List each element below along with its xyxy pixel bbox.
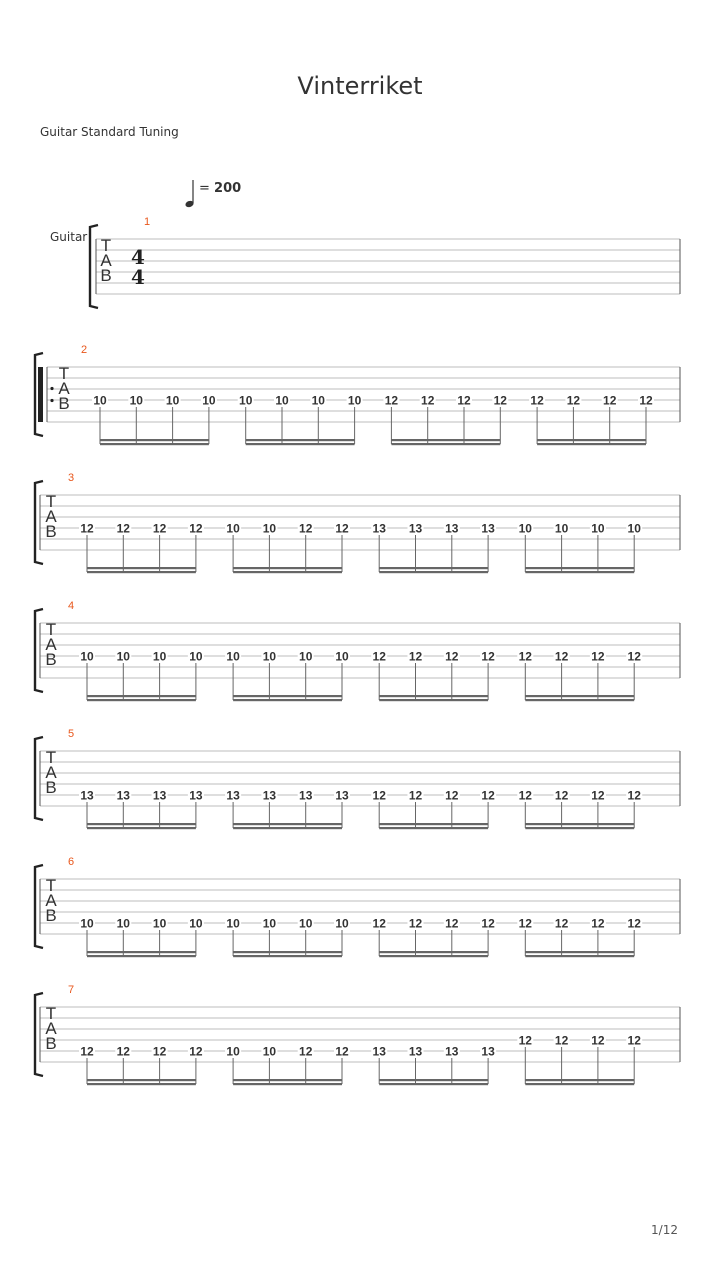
measure-number: 4 [67, 600, 75, 612]
fret-number: 12 [408, 788, 423, 803]
fret-number: 12 [299, 521, 313, 536]
tab-letter-b: B [100, 266, 112, 285]
fret-number: 12 [591, 1033, 605, 1048]
tab-letter-t: T [45, 876, 57, 895]
beam [525, 955, 634, 957]
fret-number: 12 [408, 649, 423, 664]
beam [87, 823, 196, 825]
fret-number: 12 [639, 393, 653, 408]
fret-number: 12 [530, 393, 544, 408]
fret-number: 12 [566, 393, 581, 408]
fret-number: 10 [518, 521, 532, 536]
fret-number: 10 [80, 649, 94, 664]
beam [379, 1079, 488, 1081]
beam [233, 951, 342, 953]
beam [525, 695, 634, 697]
fret-number: 10 [116, 916, 130, 931]
fret-number: 10 [299, 649, 313, 664]
measure-number: 5 [67, 728, 75, 740]
beam [233, 955, 342, 957]
fret-number: 13 [152, 788, 167, 803]
fret-number: 12 [116, 1044, 130, 1059]
beam [525, 1083, 634, 1085]
fret-number: 10 [262, 649, 277, 664]
fret-number: 12 [457, 393, 471, 408]
fret-number: 12 [518, 916, 532, 931]
fret-number: 12 [481, 649, 495, 664]
fret-number: 10 [335, 916, 349, 931]
tab-letter-a: A [100, 251, 112, 270]
fret-number: 10 [275, 393, 289, 408]
measure-number: 6 [67, 856, 75, 868]
fret-number: 13 [262, 788, 277, 803]
tempo-bpm: 200 [214, 181, 242, 196]
fret-number: 10 [116, 649, 130, 664]
fret-number: 10 [189, 649, 203, 664]
fret-number: 12 [554, 788, 569, 803]
fret-number: 10 [311, 393, 325, 408]
tab-letter-t: T [45, 620, 57, 639]
beam [379, 951, 488, 953]
fret-number: 10 [262, 916, 277, 931]
fret-number: 12 [116, 521, 130, 536]
tab-letter-a: A [58, 379, 70, 398]
tab-letter-b: B [45, 778, 57, 797]
fret-number: 13 [408, 1044, 423, 1059]
fret-number: 12 [591, 788, 605, 803]
fret-number: 10 [152, 649, 167, 664]
beam [379, 571, 488, 573]
beam [379, 695, 488, 697]
beam [87, 567, 196, 569]
tab-letter-t: T [100, 236, 112, 255]
beam [537, 439, 646, 441]
beam [87, 699, 196, 701]
fret-number: 13 [445, 1044, 459, 1059]
tab-letter-a: A [45, 1019, 57, 1038]
tab-letter-t: T [45, 748, 57, 767]
beam [233, 1079, 342, 1081]
staff-bracket [35, 865, 43, 948]
beam [233, 823, 342, 825]
beam [87, 827, 196, 829]
fret-number: 13 [481, 521, 495, 536]
tuning-label: Guitar Standard Tuning [40, 125, 179, 139]
tab-letter-b: B [45, 1034, 57, 1053]
fret-number: 13 [335, 788, 349, 803]
beam [525, 699, 634, 701]
beam [87, 1079, 196, 1081]
tab-letter-a: A [45, 891, 57, 910]
tab-letter-t: T [45, 492, 57, 511]
beam [525, 827, 634, 829]
fret-number: 12 [603, 393, 617, 408]
beam [379, 567, 488, 569]
fret-number: 12 [408, 916, 423, 931]
measure-number: 2 [80, 344, 88, 356]
staff-bracket [90, 225, 98, 308]
fret-number: 10 [93, 393, 107, 408]
repeat-dot [50, 387, 53, 390]
tab-letter-a: A [45, 507, 57, 526]
fret-number: 10 [202, 393, 216, 408]
beam [233, 567, 342, 569]
beam [379, 827, 488, 829]
fret-number: 10 [262, 521, 277, 536]
fret-number: 10 [189, 916, 203, 931]
fret-number: 10 [347, 393, 362, 408]
fret-number: 12 [481, 788, 495, 803]
tab-letter-a: A [45, 635, 57, 654]
tab-letter-b: B [45, 650, 57, 669]
measure-number: 3 [67, 472, 75, 484]
beam [233, 699, 342, 701]
page-number: 1/12 [651, 1223, 678, 1237]
fret-number: 12 [627, 788, 641, 803]
fret-number: 12 [152, 521, 167, 536]
beam [391, 439, 500, 441]
fret-number: 12 [335, 521, 349, 536]
fret-number: 13 [408, 521, 423, 536]
beam [379, 823, 488, 825]
fret-number: 10 [226, 916, 240, 931]
fret-number: 12 [421, 393, 435, 408]
staff-bracket [35, 609, 43, 692]
fret-number: 12 [372, 649, 386, 664]
staff-bracket [35, 993, 43, 1076]
fret-number: 13 [372, 1044, 386, 1059]
song-title: Vinterriket [297, 72, 423, 100]
fret-number: 10 [129, 393, 143, 408]
beam [87, 951, 196, 953]
measure-number: 1 [143, 216, 151, 228]
fret-number: 12 [591, 916, 605, 931]
beam [87, 955, 196, 957]
fret-number: 10 [152, 916, 167, 931]
fret-number: 10 [591, 521, 605, 536]
repeat-thick-bar [38, 367, 43, 422]
fret-number: 10 [226, 649, 240, 664]
repeat-dot [50, 399, 53, 402]
beam [379, 699, 488, 701]
beam [233, 827, 342, 829]
fret-number: 12 [554, 1033, 569, 1048]
fret-number: 13 [445, 521, 459, 536]
tempo-equals: = [199, 181, 210, 196]
fret-number: 12 [445, 916, 459, 931]
fret-number: 13 [80, 788, 94, 803]
tab-letter-b: B [45, 522, 57, 541]
tab-letter-t: T [45, 1004, 57, 1023]
beam [233, 695, 342, 697]
fret-number: 13 [116, 788, 130, 803]
fret-number: 13 [226, 788, 240, 803]
beam [246, 443, 355, 445]
fret-number: 10 [80, 916, 94, 931]
fret-number: 12 [493, 393, 507, 408]
beam [87, 1083, 196, 1085]
fret-number: 10 [226, 521, 240, 536]
fret-number: 12 [445, 788, 459, 803]
beam [391, 443, 500, 445]
fret-number: 12 [627, 1033, 641, 1048]
tab-letter-b: B [58, 394, 70, 413]
fret-number: 10 [239, 393, 253, 408]
fret-number: 12 [518, 649, 532, 664]
beam [100, 439, 209, 441]
fret-number: 12 [445, 649, 459, 664]
beam [87, 571, 196, 573]
measure-number: 7 [67, 984, 75, 996]
fret-number: 12 [591, 649, 605, 664]
time-signature-bottom: 4 [131, 265, 145, 289]
fret-number: 10 [335, 649, 349, 664]
fret-number: 12 [335, 1044, 349, 1059]
fret-number: 12 [518, 788, 532, 803]
staff-bracket [35, 481, 43, 564]
fret-number: 10 [554, 521, 569, 536]
beam [525, 571, 634, 573]
beam [233, 1083, 342, 1085]
fret-number: 13 [189, 788, 203, 803]
fret-number: 12 [627, 916, 641, 931]
fret-number: 12 [80, 1044, 94, 1059]
fret-number: 10 [226, 1044, 240, 1059]
beam [525, 823, 634, 825]
fret-number: 12 [189, 1044, 203, 1059]
beam [233, 571, 342, 573]
beam [246, 439, 355, 441]
fret-number: 12 [554, 916, 569, 931]
fret-number: 13 [372, 521, 386, 536]
tab-letter-t: T [58, 364, 70, 383]
beam [379, 955, 488, 957]
tab-letter-b: B [45, 906, 57, 925]
fret-number: 10 [299, 916, 313, 931]
beam [537, 443, 646, 445]
fret-number: 13 [299, 788, 313, 803]
fret-number: 10 [627, 521, 641, 536]
instrument-label: Guitar [50, 230, 88, 244]
fret-number: 12 [554, 649, 569, 664]
tab-letter-a: A [45, 763, 57, 782]
beam [379, 1083, 488, 1085]
beam [525, 951, 634, 953]
beam [525, 1079, 634, 1081]
fret-number: 12 [481, 916, 495, 931]
staff-bracket [35, 737, 43, 820]
fret-number: 12 [80, 521, 94, 536]
fret-number: 10 [165, 393, 180, 408]
time-signature-top: 4 [131, 245, 145, 269]
fret-number: 10 [262, 1044, 277, 1059]
fret-number: 12 [518, 1033, 532, 1048]
fret-number: 12 [372, 916, 386, 931]
fret-number: 12 [372, 788, 386, 803]
fret-number: 12 [299, 1044, 313, 1059]
fret-number: 12 [152, 1044, 167, 1059]
fret-number: 12 [627, 649, 641, 664]
beam [87, 695, 196, 697]
fret-number: 13 [481, 1044, 495, 1059]
beam [525, 567, 634, 569]
fret-number: 12 [189, 521, 203, 536]
beam [100, 443, 209, 445]
fret-number: 12 [384, 393, 399, 408]
